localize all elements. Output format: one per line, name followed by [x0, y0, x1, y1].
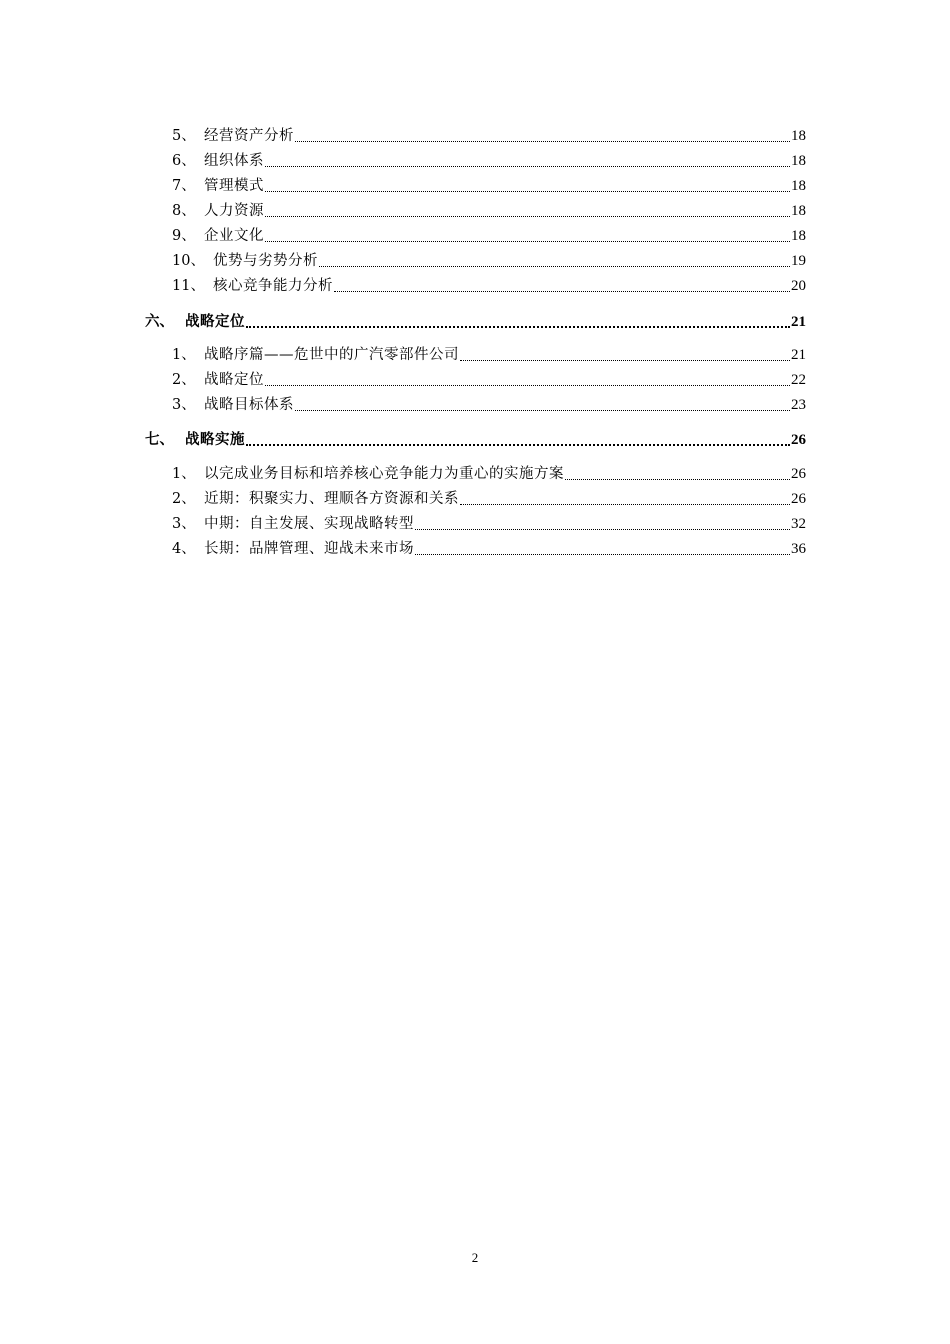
toc-entry-page: 18: [791, 153, 806, 169]
toc-dot-leader: [265, 202, 790, 220]
toc-entry-number: 3、: [172, 397, 196, 413]
toc-dot-leader: [460, 346, 790, 364]
toc-entry-number: 3、: [172, 516, 196, 532]
toc-entry[interactable]: [172, 121, 806, 145]
toc-entry-page: 23: [791, 397, 806, 413]
toc-entry[interactable]: [172, 484, 806, 508]
toc-entry[interactable]: [172, 221, 806, 245]
toc-entry[interactable]: [172, 365, 806, 389]
toc-entry-title: 长期：品牌管理、迎战未来市场: [204, 541, 414, 557]
toc-entry[interactable]: [172, 390, 806, 414]
toc-entry-number: 5、: [172, 128, 196, 144]
toc-entry[interactable]: [172, 340, 806, 364]
toc-entry[interactable]: [172, 459, 806, 483]
toc-dot-leader: [265, 152, 790, 170]
toc-entry-number: 7、: [172, 178, 196, 194]
toc-dot-leader: [334, 277, 790, 295]
toc-entry-number: 1、: [172, 466, 196, 482]
toc-entry-page: 36: [791, 541, 806, 557]
toc-entry[interactable]: [172, 196, 806, 220]
toc-dot-leader: [319, 252, 790, 270]
toc-chapter-title: 战略实施: [185, 431, 245, 448]
toc-entry-title: 核心竞争能力分析: [213, 278, 333, 294]
toc-dot-leader: [265, 177, 790, 195]
toc-entry-number: 6、: [172, 153, 196, 169]
page-number-footer: 2: [471, 1250, 479, 1265]
toc-entry-page: 26: [791, 466, 806, 482]
toc-chapter-title: 战略定位: [185, 313, 245, 330]
toc-entry-title: 战略目标体系: [204, 397, 294, 413]
toc-chapter-entry[interactable]: [145, 425, 806, 449]
toc-dot-leader: [246, 313, 790, 331]
toc-entry-page: 19: [791, 253, 806, 269]
toc-chapter-page: 26: [791, 432, 806, 448]
toc-chapter-number: 六、: [145, 313, 174, 330]
toc-entry-number: 2、: [172, 491, 196, 507]
toc-entry-title: 管理模式: [204, 178, 264, 194]
toc-entry[interactable]: [172, 271, 806, 295]
toc-entry-title: 优势与劣势分析: [213, 253, 318, 269]
toc-entry-title: 战略序篇——危世中的广汽零部件公司: [204, 347, 459, 363]
toc-entry-title: 以完成业务目标和培养核心竞争能力为重心的实施方案: [204, 466, 564, 482]
toc-entry[interactable]: [172, 509, 806, 533]
toc-entry-number: 11、: [172, 278, 205, 294]
toc-entry-title: 企业文化: [204, 228, 264, 244]
toc-entry-number: 2、: [172, 372, 196, 388]
toc-entry-number: 9、: [172, 228, 196, 244]
toc-entry[interactable]: [172, 246, 806, 270]
toc-entry[interactable]: [172, 534, 806, 558]
toc-entry-page: 18: [791, 128, 806, 144]
toc-entry-page: 22: [791, 372, 806, 388]
toc-entry-title: 中期：自主发展、实现战略转型: [204, 516, 414, 532]
toc-entry-number: 10、: [172, 253, 205, 269]
toc-dot-leader: [565, 465, 790, 483]
toc-entry-number: 8、: [172, 203, 196, 219]
toc-dot-leader: [415, 540, 790, 558]
toc-chapter-number: 七、: [145, 431, 174, 448]
toc-entry-page: 18: [791, 203, 806, 219]
toc-dot-leader: [295, 127, 790, 145]
toc-entry-page: 20: [791, 278, 806, 294]
toc-entry-page: 18: [791, 178, 806, 194]
toc-entry-page: 21: [791, 347, 806, 363]
toc-entry-title: 人力资源: [204, 203, 264, 219]
toc-entry-title: 战略定位: [204, 372, 264, 388]
toc-entry-title: 近期：积聚实力、理顺各方资源和关系: [204, 491, 459, 507]
toc-chapter-entry[interactable]: [145, 307, 806, 331]
toc-dot-leader: [415, 515, 790, 533]
toc-entry-number: 1、: [172, 347, 196, 363]
toc-dot-leader: [295, 396, 790, 414]
toc-dot-leader: [265, 227, 790, 245]
toc-dot-leader: [460, 490, 790, 508]
toc-entry-page: 18: [791, 228, 806, 244]
toc-entry[interactable]: [172, 171, 806, 195]
toc-entry-page: 32: [791, 516, 806, 532]
toc-entry-page: 26: [791, 491, 806, 507]
toc-dot-leader: [246, 431, 790, 449]
toc-chapter-page: 21: [791, 314, 806, 330]
toc-entry[interactable]: [172, 146, 806, 170]
toc-dot-leader: [265, 371, 790, 389]
toc-entry-title: 经营资产分析: [204, 128, 294, 144]
toc-entry-number: 4、: [172, 541, 196, 557]
toc-entry-title: 组织体系: [204, 153, 264, 169]
